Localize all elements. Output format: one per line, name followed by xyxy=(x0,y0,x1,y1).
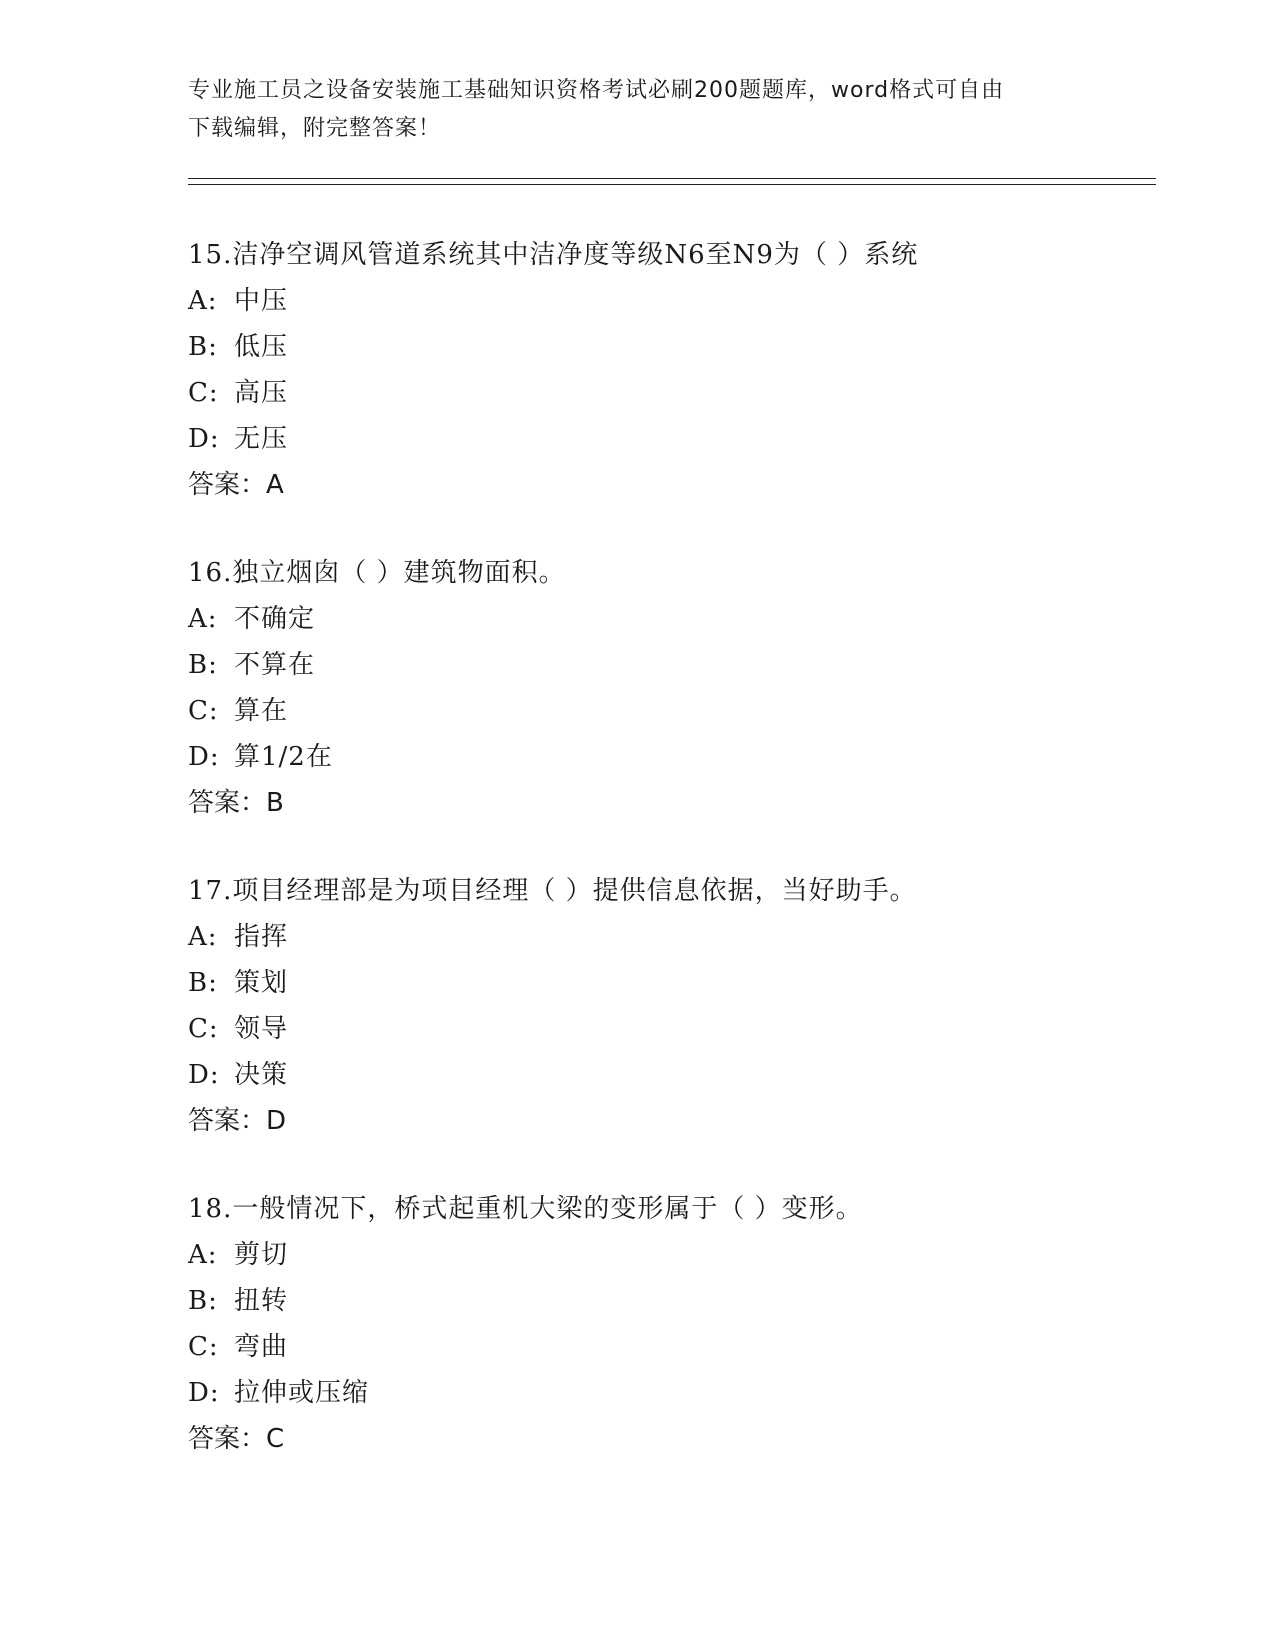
option-key: A: xyxy=(188,604,218,634)
option-text: 低压 xyxy=(234,332,289,362)
option-key: D: xyxy=(188,1378,220,1408)
option-text: 无压 xyxy=(234,424,289,454)
option-key: C: xyxy=(188,696,219,726)
option-key: A: xyxy=(188,922,218,952)
question-stem: 16.独立烟囱（ ）建筑物面积。 xyxy=(188,558,566,588)
option-key: D: xyxy=(188,742,220,772)
header-line-2: 下载编辑，附完整答案！ xyxy=(188,116,442,141)
option-key: C: xyxy=(188,378,219,408)
question-16 xyxy=(188,550,1148,826)
option-text: 拉伸或压缩 xyxy=(234,1378,370,1408)
option-d xyxy=(188,1370,1148,1416)
option-b xyxy=(188,642,1148,688)
option-key: C: xyxy=(188,1332,219,1362)
option-text: 不算在 xyxy=(234,650,316,680)
option-text: 高压 xyxy=(234,378,289,408)
option-text: 决策 xyxy=(234,1060,289,1090)
option-key: D: xyxy=(188,1060,220,1090)
option-d xyxy=(188,734,1148,780)
question-18 xyxy=(188,1186,1148,1462)
option-text: 不确定 xyxy=(234,604,316,634)
option-text: 算1/2在 xyxy=(234,742,333,772)
question-stem: 15.洁净空调风管道系统其中洁净度等级N6至N9为（ ）系统 xyxy=(188,240,919,270)
header-divider-top xyxy=(188,178,1156,179)
option-text: 扭转 xyxy=(234,1286,289,1316)
option-a xyxy=(188,1232,1148,1278)
option-key: C: xyxy=(188,1014,219,1044)
header-divider-bottom xyxy=(188,184,1156,185)
option-text: 算在 xyxy=(234,696,289,726)
option-d xyxy=(188,1052,1148,1098)
answer-line: 答案：A xyxy=(188,470,284,500)
option-key: B: xyxy=(188,1286,218,1316)
option-b xyxy=(188,324,1148,370)
option-key: A: xyxy=(188,286,218,316)
option-key: B: xyxy=(188,650,218,680)
option-text: 弯曲 xyxy=(234,1332,289,1362)
answer-line: 答案：C xyxy=(188,1424,285,1454)
question-stem: 18.一般情况下，桥式起重机大梁的变形属于（ ）变形。 xyxy=(188,1194,863,1224)
option-key: B: xyxy=(188,968,218,998)
question-17 xyxy=(188,868,1148,1144)
option-text: 中压 xyxy=(234,286,289,316)
header-line-1: 专业施工员之设备安装施工基础知识资格考试必刷200题题库，word格式可自由 xyxy=(188,78,1005,103)
option-a xyxy=(188,596,1148,642)
option-c xyxy=(188,1006,1148,1052)
option-key: A: xyxy=(188,1240,218,1270)
option-key: D: xyxy=(188,424,220,454)
option-text: 领导 xyxy=(234,1014,289,1044)
option-d xyxy=(188,416,1148,462)
question-stem: 17.项目经理部是为项目经理（ ）提供信息依据，当好助手。 xyxy=(188,876,917,906)
question-15 xyxy=(188,232,1148,508)
option-c xyxy=(188,370,1148,416)
answer-line: 答案：B xyxy=(188,788,284,818)
option-c xyxy=(188,688,1148,734)
option-key: B: xyxy=(188,332,218,362)
option-text: 剪切 xyxy=(234,1240,289,1270)
document-header xyxy=(188,72,1088,148)
option-a xyxy=(188,914,1148,960)
option-text: 策划 xyxy=(234,968,289,998)
option-a xyxy=(188,278,1148,324)
answer-line: 答案：D xyxy=(188,1106,287,1136)
option-text: 指挥 xyxy=(234,922,289,952)
option-c xyxy=(188,1324,1148,1370)
option-b xyxy=(188,1278,1148,1324)
option-b xyxy=(188,960,1148,1006)
